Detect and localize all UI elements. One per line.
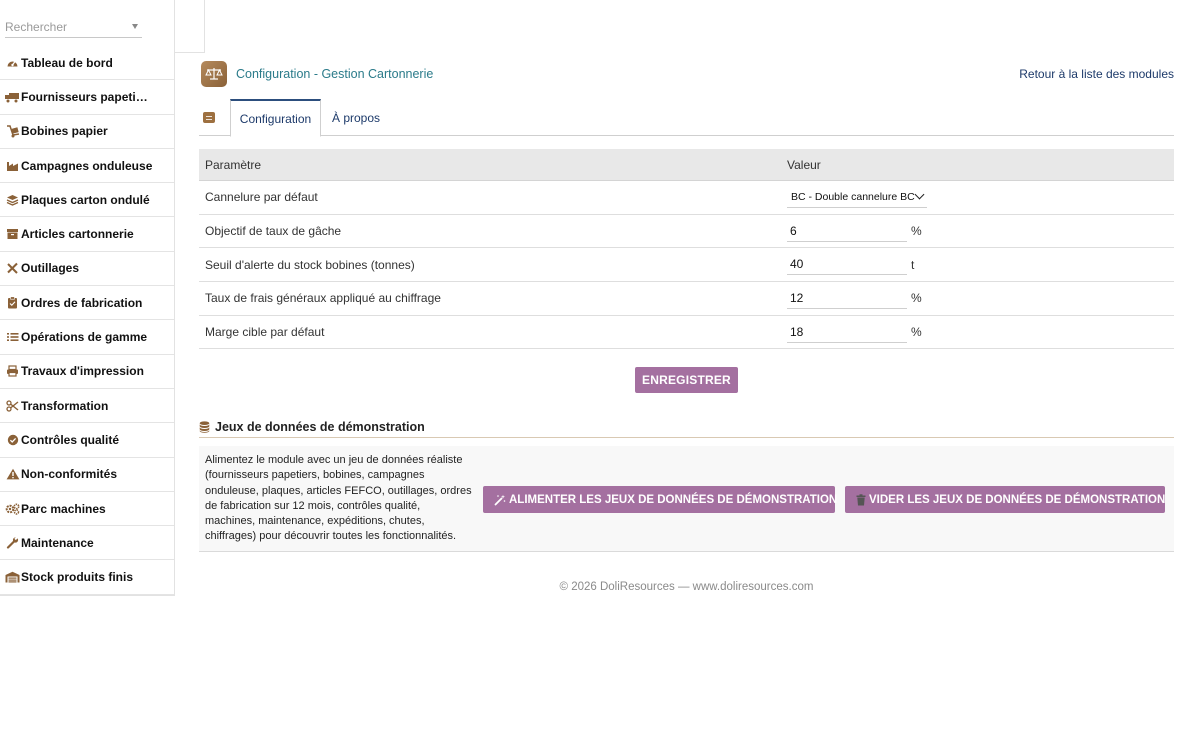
tab-a-propos[interactable]: À propos <box>331 110 381 125</box>
fill-demo-data-label: ALIMENTER LES JEUX DE DONNÉES DE DÉMONSTRATION <box>509 493 838 506</box>
box-icon <box>5 227 20 241</box>
sidebar-item-travaux[interactable] <box>0 355 174 389</box>
footer-copyright: © 2026 DoliResources — <box>559 581 693 593</box>
param-label: Cannelure par défaut <box>205 190 318 205</box>
footer <box>199 581 1174 593</box>
param-label: Seuil d'alerte du stock bobines (tonnes) <box>205 257 415 272</box>
module-scale-icon <box>201 61 227 87</box>
demo-section-body <box>199 446 1174 552</box>
unit-label: t <box>911 257 915 272</box>
list-icon <box>5 330 20 344</box>
sidebar-item-campagnes[interactable] <box>0 149 174 183</box>
param-value-cell <box>787 187 927 208</box>
check-circle-icon <box>5 433 20 447</box>
page-title: Configuration - Gestion Cartonnerie <box>236 67 434 81</box>
sidebar-item-transformation[interactable] <box>0 389 174 423</box>
sidebar-item-label: Campagnes onduleuse <box>21 158 153 173</box>
sidebar-item-non-conformites[interactable] <box>0 458 174 492</box>
sidebar-item-label: Outillages <box>21 261 80 276</box>
sidebar-item-bobines[interactable] <box>0 115 174 149</box>
demo-section-title: Jeux de données de démonstration <box>215 419 425 434</box>
param-label: Taux de frais généraux appliqué au chiffrage <box>205 291 441 306</box>
sidebar-item-controles[interactable] <box>0 423 174 457</box>
tools-icon <box>5 261 20 275</box>
sidebar-item-label: Plaques carton ondulé <box>21 192 150 207</box>
sidebar-item-label: Non-conformités <box>21 467 117 482</box>
demo-section-header <box>199 416 1174 438</box>
wrench-icon <box>5 536 20 550</box>
demo-description: Alimentez le module avec un jeu de données réaliste (fournisseurs papetiers, bobines, campagnes onduleuse, plaques, articles FEFCO, outillages, ordres de fabrication sur 12 mois, contrôles qualité, machines, maintenance, expéditions, chutes, chiffrages) pour découvrir toutes les fonctionnalités. <box>205 454 472 543</box>
clear-demo-data-label: VIDER LES JEUX DE DONNÉES DE DÉMONSTRATION <box>869 493 1166 506</box>
sidebar-item-label: Articles cartonnerie <box>21 227 134 242</box>
top-panel <box>175 0 205 53</box>
hand-truck-icon <box>5 124 20 138</box>
gauge-icon <box>5 56 20 70</box>
cannelure-select-value: BC - Double cannelure BC <box>791 190 915 203</box>
sidebar <box>0 0 175 596</box>
param-value-cell <box>787 221 922 242</box>
sidebar-item-label: Transformation <box>21 398 109 413</box>
sidebar-item-label: Travaux d'impression <box>21 364 144 379</box>
magic-wand-icon <box>494 494 506 506</box>
scissors-icon <box>5 399 20 413</box>
tab-bar <box>199 99 1174 136</box>
back-to-modules-link[interactable]: Retour à la liste des modules <box>1019 67 1174 81</box>
sidebar-item-label: Ordres de fabrication <box>21 295 143 310</box>
sidebar-item-fournisseurs[interactable] <box>0 80 174 114</box>
sidebar-menu <box>0 46 174 595</box>
sidebar-item-label: Contrôles qualité <box>21 432 120 447</box>
parameters-table <box>199 149 1174 349</box>
cannelure-select[interactable] <box>787 187 927 208</box>
param-value-cell <box>787 254 914 275</box>
table-row <box>199 316 1174 350</box>
save-button[interactable]: ENREGISTRER <box>635 367 738 393</box>
table-row <box>199 282 1174 316</box>
stock-threshold-input[interactable] <box>787 254 907 275</box>
param-value-cell <box>787 322 922 343</box>
search-placeholder: Rechercher <box>5 19 68 34</box>
table-row <box>199 215 1174 249</box>
sidebar-item-label: Stock produits finis <box>21 570 134 585</box>
warehouse-icon <box>5 570 20 584</box>
sidebar-item-plaques[interactable] <box>0 183 174 217</box>
column-header-value: Valeur <box>787 157 821 172</box>
sidebar-item-label: Fournisseurs papeti… <box>21 89 148 104</box>
sidebar-item-label: Bobines papier <box>21 124 108 139</box>
printer-icon <box>5 364 20 378</box>
sidebar-item-label: Opérations de gamme <box>21 330 148 345</box>
sidebar-item-operations[interactable] <box>0 320 174 354</box>
caret-down-icon[interactable] <box>132 24 138 29</box>
param-value-cell <box>787 288 922 309</box>
clear-demo-data-button[interactable] <box>845 486 1165 513</box>
trash-icon <box>856 494 866 506</box>
gache-rate-input[interactable] <box>787 221 907 242</box>
table-row <box>199 181 1174 215</box>
fill-demo-data-button[interactable] <box>483 486 838 513</box>
sidebar-item-tableau-de-bord[interactable] <box>0 46 174 80</box>
sidebar-item-maintenance[interactable] <box>0 526 174 560</box>
sidebar-item-parc-machines[interactable] <box>0 492 174 526</box>
warning-icon <box>5 467 20 481</box>
table-row <box>199 248 1174 282</box>
industry-icon <box>5 159 20 173</box>
unit-label: % <box>911 325 922 340</box>
table-header-row <box>199 149 1174 181</box>
unit-label: % <box>911 224 922 239</box>
layers-icon <box>5 193 20 207</box>
sidebar-item-articles[interactable] <box>0 217 174 251</box>
footer-website-link[interactable]: www.doliresources.com <box>692 581 814 593</box>
chevron-down-icon[interactable] <box>915 190 925 200</box>
column-header-param: Paramètre <box>205 157 262 172</box>
param-label: Objectif de taux de gâche <box>205 224 342 239</box>
unit-label: % <box>911 291 922 306</box>
sidebar-item-label: Parc machines <box>21 501 106 516</box>
sidebar-item-ordres[interactable] <box>0 286 174 320</box>
sidebar-item-stock[interactable] <box>0 560 174 594</box>
gears-icon <box>5 502 20 516</box>
search-select[interactable] <box>5 16 142 38</box>
truck-icon <box>5 90 20 104</box>
sidebar-item-label: Maintenance <box>21 535 94 550</box>
module-tab-icon <box>203 112 215 123</box>
database-icon <box>199 421 210 433</box>
target-margin-input[interactable] <box>787 322 907 343</box>
overhead-rate-input[interactable] <box>787 288 907 309</box>
sidebar-item-label: Tableau de bord <box>21 55 113 70</box>
clipboard-icon <box>5 296 20 310</box>
tab-configuration[interactable]: Configuration <box>230 99 321 137</box>
param-label: Marge cible par défaut <box>205 325 325 340</box>
sidebar-item-outillages[interactable] <box>0 252 174 286</box>
